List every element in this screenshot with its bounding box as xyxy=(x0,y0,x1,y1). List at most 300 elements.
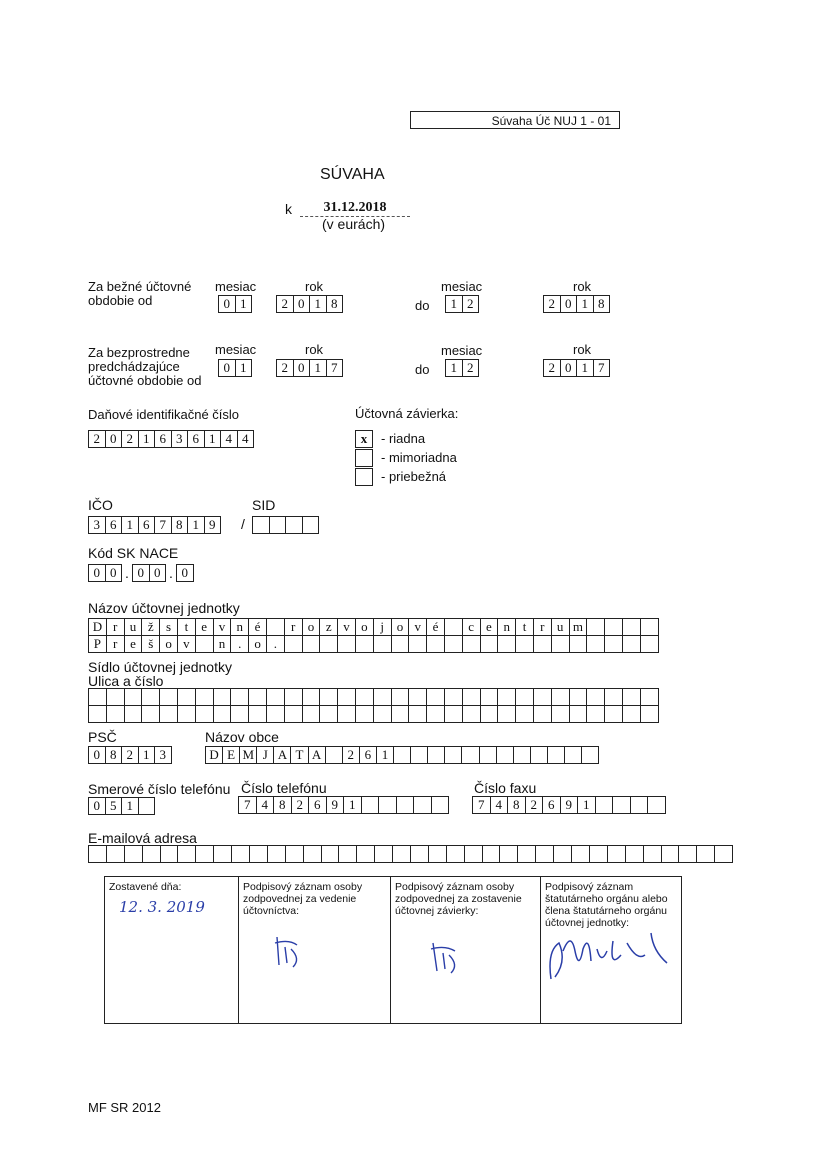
char-cell[interactable]: u xyxy=(551,618,570,636)
char-cell[interactable] xyxy=(195,845,214,863)
sig-col-date[interactable] xyxy=(105,877,239,1023)
char-cell[interactable]: 4 xyxy=(237,430,255,448)
char-cell[interactable]: 8 xyxy=(171,516,189,534)
char-cell[interactable] xyxy=(499,845,518,863)
char-cell[interactable]: 0 xyxy=(176,564,194,582)
char-cell[interactable] xyxy=(378,796,397,814)
char-cell[interactable] xyxy=(464,845,483,863)
char-cell[interactable]: t xyxy=(515,618,534,636)
char-cell[interactable] xyxy=(640,688,659,706)
zavierka-checkbox-riadna[interactable]: x xyxy=(355,430,373,448)
char-cell[interactable] xyxy=(374,845,393,863)
char-cell[interactable]: 6 xyxy=(138,516,156,534)
nazov-line-2[interactable] xyxy=(88,635,659,653)
char-cell[interactable] xyxy=(533,635,552,653)
zavierka-option-riadna[interactable] xyxy=(355,429,457,448)
char-cell[interactable]: o xyxy=(355,618,374,636)
char-cell[interactable]: 7 xyxy=(326,359,344,377)
char-cell[interactable]: 7 xyxy=(154,516,172,534)
char-cell[interactable] xyxy=(248,688,267,706)
char-cell[interactable] xyxy=(535,845,554,863)
nace-group-1[interactable] xyxy=(88,564,122,582)
char-cell[interactable] xyxy=(581,746,599,764)
char-cell[interactable] xyxy=(640,618,659,636)
char-cell[interactable] xyxy=(444,688,463,706)
zavierka-checkbox-mimoriadna[interactable] xyxy=(355,449,373,467)
char-cell[interactable] xyxy=(391,688,410,706)
char-cell[interactable]: 1 xyxy=(343,796,362,814)
char-cell[interactable] xyxy=(213,845,232,863)
obec-field[interactable] xyxy=(205,746,599,764)
char-cell[interactable] xyxy=(106,688,125,706)
char-cell[interactable] xyxy=(462,705,481,723)
char-cell[interactable] xyxy=(569,635,588,653)
char-cell[interactable] xyxy=(427,746,445,764)
char-cell[interactable] xyxy=(408,635,427,653)
char-cell[interactable] xyxy=(302,516,320,534)
char-cell[interactable] xyxy=(391,635,410,653)
char-cell[interactable] xyxy=(678,845,697,863)
nace-field[interactable] xyxy=(88,564,194,582)
char-cell[interactable]: v xyxy=(408,618,427,636)
char-cell[interactable] xyxy=(356,845,375,863)
char-cell[interactable]: 7 xyxy=(472,796,491,814)
char-cell[interactable]: 1 xyxy=(576,295,594,313)
char-cell[interactable] xyxy=(266,705,285,723)
previous-to-year[interactable] xyxy=(543,359,610,377)
char-cell[interactable] xyxy=(515,705,534,723)
char-cell[interactable] xyxy=(392,845,411,863)
char-cell[interactable] xyxy=(497,688,516,706)
char-cell[interactable]: e xyxy=(480,618,499,636)
char-cell[interactable]: r xyxy=(106,635,125,653)
char-cell[interactable] xyxy=(337,635,356,653)
sid-field[interactable] xyxy=(252,516,319,534)
ulica-line-1[interactable] xyxy=(88,688,659,706)
char-cell[interactable]: 3 xyxy=(171,430,189,448)
char-cell[interactable]: 2 xyxy=(121,746,139,764)
char-cell[interactable]: A xyxy=(273,746,291,764)
char-cell[interactable]: 1 xyxy=(204,430,222,448)
ulica-line-2[interactable] xyxy=(88,705,659,723)
char-cell[interactable]: c xyxy=(462,618,481,636)
char-cell[interactable] xyxy=(586,635,605,653)
char-cell[interactable] xyxy=(586,688,605,706)
char-cell[interactable]: o xyxy=(159,635,178,653)
char-cell[interactable] xyxy=(195,688,214,706)
char-cell[interactable] xyxy=(586,618,605,636)
char-cell[interactable] xyxy=(231,845,250,863)
char-cell[interactable] xyxy=(177,845,196,863)
char-cell[interactable] xyxy=(213,705,232,723)
char-cell[interactable]: 0 xyxy=(105,564,123,582)
char-cell[interactable]: 0 xyxy=(105,430,123,448)
char-cell[interactable] xyxy=(622,688,641,706)
previous-from-year[interactable] xyxy=(276,359,343,377)
char-cell[interactable] xyxy=(124,845,143,863)
char-cell[interactable] xyxy=(396,796,415,814)
nace-group-3[interactable] xyxy=(176,564,194,582)
char-cell[interactable]: 2 xyxy=(462,295,480,313)
char-cell[interactable] xyxy=(661,845,680,863)
char-cell[interactable] xyxy=(319,688,338,706)
char-cell[interactable]: 6 xyxy=(542,796,561,814)
char-cell[interactable]: o xyxy=(302,618,321,636)
char-cell[interactable] xyxy=(604,635,623,653)
current-from-month[interactable] xyxy=(218,295,252,313)
char-cell[interactable] xyxy=(410,746,428,764)
char-cell[interactable]: 1 xyxy=(235,295,253,313)
char-cell[interactable] xyxy=(586,705,605,723)
char-cell[interactable] xyxy=(515,688,534,706)
char-cell[interactable] xyxy=(159,705,178,723)
char-cell[interactable]: n xyxy=(230,618,249,636)
char-cell[interactable]: D xyxy=(88,618,107,636)
char-cell[interactable]: 4 xyxy=(256,796,275,814)
char-cell[interactable]: 8 xyxy=(593,295,611,313)
char-cell[interactable] xyxy=(413,796,432,814)
char-cell[interactable]: 0 xyxy=(88,797,106,815)
char-cell[interactable] xyxy=(444,635,463,653)
char-cell[interactable] xyxy=(355,635,374,653)
char-cell[interactable] xyxy=(88,688,107,706)
char-cell[interactable]: 1 xyxy=(309,295,327,313)
char-cell[interactable]: . xyxy=(230,635,249,653)
char-cell[interactable] xyxy=(88,705,107,723)
char-cell[interactable]: 8 xyxy=(507,796,526,814)
char-cell[interactable]: 1 xyxy=(445,295,463,313)
char-cell[interactable] xyxy=(431,796,450,814)
char-cell[interactable]: 2 xyxy=(342,746,360,764)
char-cell[interactable]: 0 xyxy=(218,359,236,377)
char-cell[interactable]: 2 xyxy=(543,295,561,313)
char-cell[interactable] xyxy=(337,688,356,706)
zavierka-option-mimoriadna[interactable] xyxy=(355,448,457,467)
char-cell[interactable] xyxy=(391,705,410,723)
char-cell[interactable] xyxy=(106,705,125,723)
current-from-year[interactable] xyxy=(276,295,343,313)
char-cell[interactable]: é xyxy=(426,618,445,636)
char-cell[interactable] xyxy=(337,705,356,723)
char-cell[interactable] xyxy=(643,845,662,863)
dic-field[interactable] xyxy=(88,430,254,448)
char-cell[interactable] xyxy=(266,688,285,706)
char-cell[interactable]: J xyxy=(256,746,274,764)
char-cell[interactable]: r xyxy=(106,618,125,636)
fax-field[interactable] xyxy=(472,796,666,814)
char-cell[interactable] xyxy=(530,746,548,764)
char-cell[interactable]: 7 xyxy=(593,359,611,377)
char-cell[interactable] xyxy=(480,705,499,723)
char-cell[interactable]: 6 xyxy=(187,430,205,448)
char-cell[interactable] xyxy=(696,845,715,863)
char-cell[interactable] xyxy=(461,746,479,764)
char-cell[interactable] xyxy=(426,688,445,706)
psc-field[interactable] xyxy=(88,746,172,764)
char-cell[interactable]: v xyxy=(337,618,356,636)
char-cell[interactable]: 0 xyxy=(560,359,578,377)
char-cell[interactable] xyxy=(195,635,214,653)
char-cell[interactable] xyxy=(124,705,143,723)
char-cell[interactable] xyxy=(571,845,590,863)
char-cell[interactable]: é xyxy=(248,618,267,636)
char-cell[interactable] xyxy=(551,688,570,706)
char-cell[interactable] xyxy=(373,635,392,653)
char-cell[interactable]: 0 xyxy=(560,295,578,313)
char-cell[interactable]: o xyxy=(391,618,410,636)
char-cell[interactable] xyxy=(428,845,447,863)
char-cell[interactable]: 9 xyxy=(204,516,222,534)
char-cell[interactable] xyxy=(373,705,392,723)
char-cell[interactable] xyxy=(410,845,429,863)
char-cell[interactable] xyxy=(647,796,666,814)
previous-to-month[interactable] xyxy=(445,359,479,377)
char-cell[interactable]: 8 xyxy=(273,796,292,814)
char-cell[interactable]: s xyxy=(159,618,178,636)
char-cell[interactable]: 1 xyxy=(576,359,594,377)
char-cell[interactable] xyxy=(426,635,445,653)
char-cell[interactable] xyxy=(408,705,427,723)
char-cell[interactable] xyxy=(513,746,531,764)
char-cell[interactable] xyxy=(285,845,304,863)
char-cell[interactable]: T xyxy=(290,746,308,764)
current-to-month[interactable] xyxy=(445,295,479,313)
char-cell[interactable]: 2 xyxy=(276,295,294,313)
char-cell[interactable] xyxy=(444,746,462,764)
char-cell[interactable] xyxy=(533,705,552,723)
char-cell[interactable] xyxy=(497,705,516,723)
char-cell[interactable]: 0 xyxy=(88,746,106,764)
char-cell[interactable] xyxy=(622,635,641,653)
char-cell[interactable]: 8 xyxy=(326,295,344,313)
char-cell[interactable]: 1 xyxy=(309,359,327,377)
char-cell[interactable] xyxy=(625,845,644,863)
telefon-field[interactable] xyxy=(238,796,449,814)
char-cell[interactable] xyxy=(269,516,287,534)
char-cell[interactable] xyxy=(361,796,380,814)
char-cell[interactable]: š xyxy=(141,635,160,653)
char-cell[interactable] xyxy=(622,618,641,636)
char-cell[interactable] xyxy=(325,746,343,764)
char-cell[interactable] xyxy=(515,635,534,653)
char-cell[interactable] xyxy=(595,796,614,814)
char-cell[interactable] xyxy=(426,705,445,723)
char-cell[interactable]: 0 xyxy=(149,564,167,582)
char-cell[interactable]: 9 xyxy=(560,796,579,814)
char-cell[interactable] xyxy=(480,635,499,653)
char-cell[interactable] xyxy=(517,845,536,863)
char-cell[interactable] xyxy=(303,845,322,863)
char-cell[interactable]: v xyxy=(213,618,232,636)
char-cell[interactable] xyxy=(141,688,160,706)
char-cell[interactable]: o xyxy=(248,635,267,653)
char-cell[interactable]: 3 xyxy=(154,746,172,764)
char-cell[interactable] xyxy=(408,688,427,706)
char-cell[interactable]: j xyxy=(373,618,392,636)
char-cell[interactable]: 9 xyxy=(326,796,345,814)
char-cell[interactable]: 1 xyxy=(121,797,139,815)
char-cell[interactable]: 4 xyxy=(220,430,238,448)
char-cell[interactable]: r xyxy=(533,618,552,636)
char-cell[interactable] xyxy=(138,797,156,815)
char-cell[interactable]: 6 xyxy=(154,430,172,448)
sig-col-accounting[interactable] xyxy=(239,877,391,1023)
char-cell[interactable] xyxy=(355,705,374,723)
char-cell[interactable] xyxy=(480,688,499,706)
char-cell[interactable] xyxy=(159,688,178,706)
char-cell[interactable]: n xyxy=(497,618,516,636)
char-cell[interactable]: 1 xyxy=(445,359,463,377)
char-cell[interactable] xyxy=(319,635,338,653)
char-cell[interactable] xyxy=(373,688,392,706)
char-cell[interactable]: v xyxy=(177,635,196,653)
char-cell[interactable] xyxy=(321,845,340,863)
char-cell[interactable] xyxy=(142,845,161,863)
char-cell[interactable] xyxy=(266,618,285,636)
char-cell[interactable]: u xyxy=(124,618,143,636)
char-cell[interactable] xyxy=(195,705,214,723)
char-cell[interactable] xyxy=(462,688,481,706)
char-cell[interactable] xyxy=(124,688,143,706)
sig-col-statement[interactable] xyxy=(391,877,541,1023)
char-cell[interactable] xyxy=(252,516,270,534)
char-cell[interactable] xyxy=(284,688,303,706)
char-cell[interactable] xyxy=(446,845,465,863)
char-cell[interactable]: ž xyxy=(141,618,160,636)
char-cell[interactable] xyxy=(479,746,497,764)
char-cell[interactable]: 0 xyxy=(88,564,106,582)
char-cell[interactable]: 0 xyxy=(293,359,311,377)
char-cell[interactable] xyxy=(249,845,268,863)
char-cell[interactable]: E xyxy=(222,746,240,764)
char-cell[interactable] xyxy=(604,618,623,636)
char-cell[interactable] xyxy=(604,705,623,723)
char-cell[interactable] xyxy=(462,635,481,653)
char-cell[interactable] xyxy=(569,688,588,706)
char-cell[interactable]: D xyxy=(205,746,223,764)
char-cell[interactable] xyxy=(302,688,321,706)
char-cell[interactable] xyxy=(622,705,641,723)
char-cell[interactable]: P xyxy=(88,635,107,653)
char-cell[interactable] xyxy=(302,705,321,723)
char-cell[interactable] xyxy=(640,635,659,653)
char-cell[interactable]: 2 xyxy=(121,430,139,448)
char-cell[interactable]: r xyxy=(284,618,303,636)
char-cell[interactable] xyxy=(230,705,249,723)
sig-col-statutory[interactable] xyxy=(541,877,681,1023)
char-cell[interactable] xyxy=(230,688,249,706)
char-cell[interactable] xyxy=(612,796,631,814)
char-cell[interactable]: 2 xyxy=(276,359,294,377)
char-cell[interactable] xyxy=(177,705,196,723)
char-cell[interactable]: 1 xyxy=(187,516,205,534)
char-cell[interactable]: 6 xyxy=(308,796,327,814)
char-cell[interactable]: 5 xyxy=(105,797,123,815)
char-cell[interactable] xyxy=(551,705,570,723)
char-cell[interactable]: 6 xyxy=(359,746,377,764)
char-cell[interactable] xyxy=(564,746,582,764)
char-cell[interactable] xyxy=(496,746,514,764)
char-cell[interactable] xyxy=(88,845,107,863)
char-cell[interactable] xyxy=(355,688,374,706)
char-cell[interactable]: m xyxy=(569,618,588,636)
char-cell[interactable] xyxy=(444,705,463,723)
zavierka-option-priebezna[interactable] xyxy=(355,467,457,486)
char-cell[interactable]: 1 xyxy=(138,746,156,764)
char-cell[interactable]: 3 xyxy=(88,516,106,534)
char-cell[interactable] xyxy=(285,516,303,534)
char-cell[interactable]: 0 xyxy=(293,295,311,313)
char-cell[interactable] xyxy=(547,746,565,764)
char-cell[interactable] xyxy=(267,845,286,863)
char-cell[interactable]: 2 xyxy=(462,359,480,377)
char-cell[interactable]: 2 xyxy=(543,359,561,377)
email-field[interactable] xyxy=(88,845,733,863)
char-cell[interactable]: 2 xyxy=(525,796,544,814)
char-cell[interactable] xyxy=(284,705,303,723)
char-cell[interactable] xyxy=(604,688,623,706)
char-cell[interactable] xyxy=(553,845,572,863)
current-to-year[interactable] xyxy=(543,295,610,313)
char-cell[interactable]: 1 xyxy=(121,516,139,534)
nace-group-2[interactable] xyxy=(132,564,166,582)
char-cell[interactable] xyxy=(714,845,733,863)
char-cell[interactable]: 7 xyxy=(238,796,257,814)
char-cell[interactable] xyxy=(302,635,321,653)
char-cell[interactable] xyxy=(497,635,516,653)
char-cell[interactable]: 1 xyxy=(138,430,156,448)
char-cell[interactable] xyxy=(319,705,338,723)
char-cell[interactable] xyxy=(607,845,626,863)
char-cell[interactable] xyxy=(106,845,125,863)
char-cell[interactable]: 0 xyxy=(218,295,236,313)
char-cell[interactable] xyxy=(533,688,552,706)
char-cell[interactable] xyxy=(213,688,232,706)
char-cell[interactable] xyxy=(589,845,608,863)
char-cell[interactable] xyxy=(160,845,179,863)
char-cell[interactable]: 8 xyxy=(105,746,123,764)
char-cell[interactable]: 4 xyxy=(490,796,509,814)
char-cell[interactable] xyxy=(444,618,463,636)
previous-from-month[interactable] xyxy=(218,359,252,377)
char-cell[interactable] xyxy=(393,746,411,764)
ico-field[interactable] xyxy=(88,516,221,534)
char-cell[interactable]: 2 xyxy=(291,796,310,814)
char-cell[interactable] xyxy=(630,796,649,814)
char-cell[interactable]: A xyxy=(308,746,326,764)
smerove-field[interactable] xyxy=(88,797,155,815)
char-cell[interactable] xyxy=(640,705,659,723)
char-cell[interactable]: t xyxy=(177,618,196,636)
char-cell[interactable]: e xyxy=(195,618,214,636)
char-cell[interactable]: n xyxy=(213,635,232,653)
char-cell[interactable] xyxy=(551,635,570,653)
char-cell[interactable]: M xyxy=(239,746,257,764)
char-cell[interactable]: . xyxy=(266,635,285,653)
char-cell[interactable] xyxy=(141,705,160,723)
char-cell[interactable] xyxy=(177,688,196,706)
char-cell[interactable] xyxy=(338,845,357,863)
char-cell[interactable]: 1 xyxy=(235,359,253,377)
char-cell[interactable]: 6 xyxy=(105,516,123,534)
char-cell[interactable] xyxy=(569,705,588,723)
char-cell[interactable] xyxy=(248,705,267,723)
char-cell[interactable]: 0 xyxy=(132,564,150,582)
char-cell[interactable]: e xyxy=(124,635,143,653)
char-cell[interactable] xyxy=(482,845,501,863)
zavierka-checkbox-priebezna[interactable] xyxy=(355,468,373,486)
char-cell[interactable] xyxy=(284,635,303,653)
